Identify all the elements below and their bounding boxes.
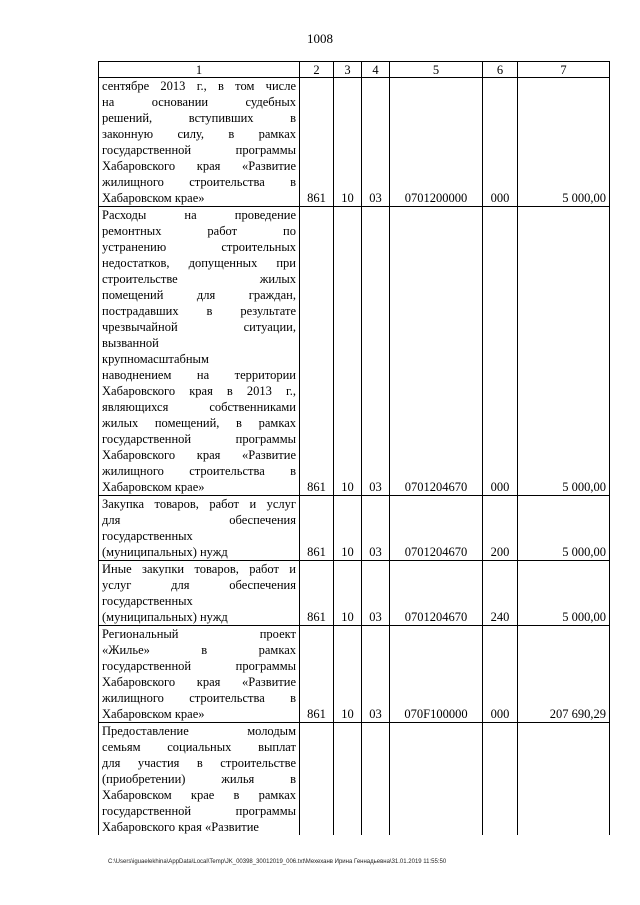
description-cell — [99, 626, 300, 723]
amount-cell: 5 000,00 — [518, 207, 610, 496]
description-line: государственной программы — [102, 659, 296, 673]
description-cell — [99, 561, 300, 626]
description-line: крупномасштабным — [102, 352, 209, 366]
description-line: пострадавших в результате — [102, 304, 296, 318]
description-line: Хабаровского края «Развитие — [102, 675, 296, 689]
description-line: государственной программы — [102, 804, 296, 818]
grbs-cell: 861 — [300, 496, 334, 561]
description-line: для обеспечения — [102, 513, 296, 527]
description-line: Хабаровском крае в рамках — [102, 788, 296, 802]
column-header: 7 — [518, 62, 610, 78]
page-number: 1008 — [307, 31, 333, 46]
description-line: (приобретении) жилья в — [102, 772, 296, 786]
column-header: 6 — [483, 62, 518, 78]
description-line: ремонтных работ по — [102, 224, 296, 238]
table-header-row — [99, 62, 610, 78]
grbs-cell: 861 — [300, 207, 334, 496]
section-cell: 10 — [334, 561, 362, 626]
grbs-cell: 861 — [300, 561, 334, 626]
description-line: Хабаровском крае» — [102, 191, 205, 205]
subsection-cell: 03 — [362, 561, 390, 626]
expense-type-cell: 000 — [483, 78, 518, 207]
table-row — [99, 78, 610, 207]
description-line: жилищного строительства в — [102, 464, 296, 478]
expense-type-cell: 000 — [483, 626, 518, 723]
section-cell: 10 — [334, 626, 362, 723]
description-line: Хабаровского края «Развитие — [102, 448, 296, 462]
description-line: Хабаровском крае» — [102, 707, 205, 721]
description-line: помещений для граждан, — [102, 288, 296, 302]
section-cell: 10 — [334, 78, 362, 207]
subsection-cell — [362, 723, 390, 836]
amount-cell: 5 000,00 — [518, 78, 610, 207]
file-path-footer: C:\Users\iguaelekhina\AppData\Local\Temp\JK_00398_30012019_006.txt\Мехеханв Ирина Геннадьевна\31.01.2019 11:55:50 — [108, 859, 447, 865]
column-header: 1 — [99, 62, 300, 78]
description-line: государственных — [102, 529, 193, 543]
description-line: жилищного строительства в — [102, 691, 296, 705]
description-line: семьям социальных выплат — [102, 740, 296, 754]
amount-cell: 5 000,00 — [518, 561, 610, 626]
description-cell — [99, 723, 300, 836]
description-cell — [99, 78, 300, 207]
expense-type-cell — [483, 723, 518, 836]
description-line: государственных — [102, 594, 193, 608]
column-header: 3 — [334, 62, 362, 78]
description-line: недостатков, допущенных при — [102, 256, 296, 270]
description-line: Хабаровского края «Развитие — [102, 820, 259, 834]
target-article-cell: 070F100000 — [390, 626, 483, 723]
grbs-cell: 861 — [300, 626, 334, 723]
subsection-cell: 03 — [362, 496, 390, 561]
description-line: вызванной — [102, 336, 159, 350]
amount-cell: 5 000,00 — [518, 496, 610, 561]
table-row — [99, 496, 610, 561]
section-cell — [334, 723, 362, 836]
description-line: законную силу, в рамках — [102, 127, 296, 141]
table-row — [99, 723, 610, 836]
target-article-cell: 0701200000 — [390, 78, 483, 207]
target-article-cell — [390, 723, 483, 836]
description-line: Иные закупки товаров, работ и — [102, 562, 296, 576]
target-article-cell: 0701204670 — [390, 561, 483, 626]
description-line: на основании судебных — [102, 95, 296, 109]
description-line: государственной программы — [102, 143, 296, 157]
target-article-cell: 0701204670 — [390, 207, 483, 496]
amount-cell — [518, 723, 610, 836]
description-line: услуг для обеспечения — [102, 578, 296, 592]
description-line: Хабаровского края «Развитие — [102, 159, 296, 173]
expense-type-cell: 000 — [483, 207, 518, 496]
description-line: для участия в строительстве — [102, 756, 296, 770]
table-row — [99, 561, 610, 626]
description-line: Предоставление молодым — [102, 724, 296, 738]
amount-cell: 207 690,29 — [518, 626, 610, 723]
description-line: являющихся собственниками — [102, 400, 296, 414]
description-line: государственной программы — [102, 432, 296, 446]
description-line: жилищного строительства в — [102, 175, 296, 189]
table-row — [99, 626, 610, 723]
grbs-cell: 861 — [300, 78, 334, 207]
grbs-cell — [300, 723, 334, 836]
target-article-cell: 0701204670 — [390, 496, 483, 561]
description-line: Расходы на проведение — [102, 208, 296, 222]
description-line: жилых помещений, в рамках — [102, 416, 296, 430]
subsection-cell: 03 — [362, 78, 390, 207]
description-line: (муниципальных) нужд — [102, 545, 228, 559]
column-header: 2 — [300, 62, 334, 78]
description-line: устранению строительных — [102, 240, 296, 254]
description-line: Хабаровского края в 2013 г., — [102, 384, 296, 398]
description-cell — [99, 207, 300, 496]
section-cell: 10 — [334, 207, 362, 496]
description-line: Хабаровском крае» — [102, 480, 205, 494]
subsection-cell: 03 — [362, 207, 390, 496]
description-line: (муниципальных) нужд — [102, 610, 228, 624]
expense-type-cell: 240 — [483, 561, 518, 626]
description-line: решений, вступивших в — [102, 111, 296, 125]
table-row — [99, 207, 610, 496]
description-line: сентябре 2013 г., в том числе — [102, 79, 296, 93]
expense-type-cell: 200 — [483, 496, 518, 561]
column-header: 5 — [390, 62, 483, 78]
budget-table — [98, 61, 610, 835]
column-header: 4 — [362, 62, 390, 78]
description-line: чрезвычайной ситуации, — [102, 320, 296, 334]
description-line: «Жилье» в рамках — [102, 643, 296, 657]
description-cell — [99, 496, 300, 561]
description-line: наводнением на территории — [102, 368, 296, 382]
description-line: строительстве жилых — [102, 272, 296, 286]
description-line: Закупка товаров, работ и услуг — [102, 497, 296, 511]
subsection-cell: 03 — [362, 626, 390, 723]
section-cell: 10 — [334, 496, 362, 561]
description-line: Региональный проект — [102, 627, 296, 641]
